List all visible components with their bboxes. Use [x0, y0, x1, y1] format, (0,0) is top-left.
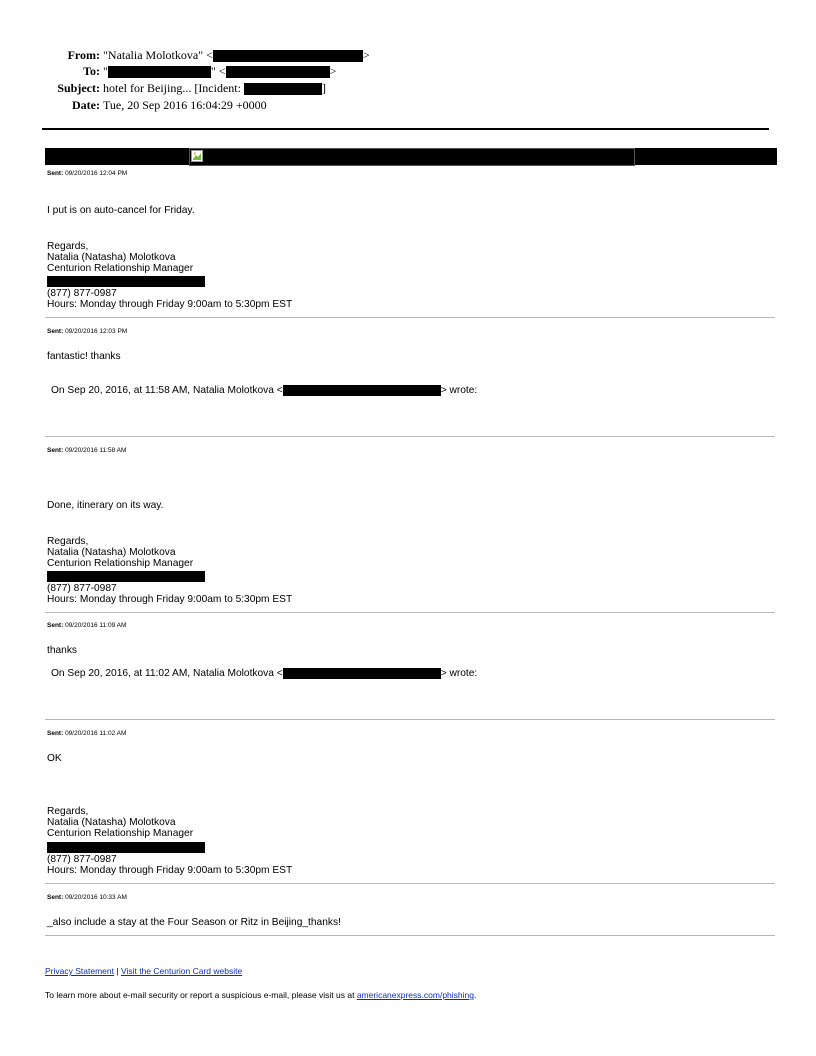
header-divider: [42, 128, 769, 130]
sent-time: 09/20/2016 12:03 PM: [65, 328, 128, 335]
footer-note: To learn more about e-mail security or report a suspicious e-mail, please visit us at americanexpress.com/phishing.: [45, 990, 477, 1000]
redaction-box: [47, 276, 205, 287]
broken-image: [189, 148, 635, 166]
sent-time: 09/20/2016 12:04 PM: [65, 170, 128, 177]
message-separator: [45, 612, 775, 613]
signature-title: Centurion Relationship Manager: [47, 828, 194, 839]
quote-line: On Sep 20, 2016, at 11:58 AM, Natalia Molotkova < > wrote:: [51, 385, 478, 397]
message-separator: [45, 317, 775, 318]
from-row: [0, 48, 816, 62]
sent-time: 09/20/2016 11:02 AM: [65, 730, 127, 737]
to-row: [0, 64, 816, 78]
date-label: Date:: [72, 98, 100, 112]
signature-phone: (877) 877-0987: [47, 583, 117, 594]
regards-text: Regards,: [47, 536, 89, 547]
signature-title: Centurion Relationship Manager: [47, 558, 194, 569]
message-body: I put is on auto-cancel for Friday.: [47, 205, 195, 216]
redaction-box: [283, 385, 441, 396]
sent-line: Sent: 09/20/2016 10:33 AM: [47, 894, 127, 901]
to-mid: " <: [210, 64, 226, 78]
centurion-website-link[interactable]: Visit the Centurion Card website: [120, 966, 243, 976]
sent-line: Sent: 09/20/2016 11:02 AM: [47, 730, 127, 737]
email-header: [0, 48, 816, 118]
to-open-quote: ": [103, 64, 108, 78]
message-separator: [45, 719, 775, 720]
redaction-box: [226, 66, 330, 78]
signature-phone: (877) 877-0987: [47, 854, 117, 865]
broken-image-icon: [191, 150, 203, 162]
signature-phone: (877) 877-0987: [47, 288, 117, 299]
from-label: From:: [67, 48, 100, 62]
message-body: fantastic! thanks: [47, 351, 121, 362]
from-value: "Natalia Molotkova" <: [103, 48, 213, 62]
subject-label: Subject:: [57, 81, 100, 95]
to-close: >: [329, 64, 337, 78]
signature-title: Centurion Relationship Manager: [47, 263, 194, 274]
signature-name: Natalia (Natasha) Molotkova: [47, 817, 176, 828]
date-row: [0, 98, 816, 112]
to-label: To:: [83, 64, 100, 78]
phishing-link[interactable]: americanexpress.com/phishing: [356, 990, 474, 1000]
redaction-box: [213, 50, 363, 62]
redaction-box: [108, 66, 211, 78]
signature-hours: Hours: Monday through Friday 9:00am to 5:30pm EST: [47, 299, 293, 310]
sent-time: 09/20/2016 11:09 AM: [65, 622, 127, 629]
subject-close: ]: [321, 81, 326, 95]
sent-line: Sent: 09/20/2016 12:03 PM: [47, 328, 128, 335]
regards-text: Regards,: [47, 241, 89, 252]
signature-hours: Hours: Monday through Friday 9:00am to 5:30pm EST: [47, 865, 293, 876]
message-body: _also include a stay at the Four Season or Ritz in Beijing_thanks!: [47, 917, 341, 928]
sent-line: Sent: 09/20/2016 12:04 PM: [47, 170, 128, 177]
date-value: Tue, 20 Sep 2016 16:04:29 +0000: [103, 98, 267, 112]
redaction-box: [47, 842, 205, 853]
regards-text: Regards,: [47, 806, 89, 817]
message-separator: [45, 436, 775, 437]
privacy-statement-link[interactable]: Privacy Statement: [45, 966, 114, 976]
signature-name: Natalia (Natasha) Molotkova: [47, 547, 176, 558]
redaction-box: [244, 83, 322, 95]
banner-bar: [45, 148, 777, 165]
signature-hours: Hours: Monday through Friday 9:00am to 5:30pm EST: [47, 594, 293, 605]
sent-time: 09/20/2016 10:33 AM: [65, 894, 127, 901]
message-separator: [45, 935, 775, 936]
sent-time: 09/20/2016 11:58 AM: [65, 447, 127, 454]
message-body: OK: [47, 753, 62, 764]
message-separator: [45, 883, 775, 884]
from-close: >: [362, 48, 370, 62]
subject-value: hotel for Beijing... [Incident:: [103, 81, 241, 95]
message-body: thanks: [47, 645, 78, 656]
sent-line: Sent: 09/20/2016 11:09 AM: [47, 622, 127, 629]
subject-row: [0, 81, 816, 95]
redaction-box: [47, 571, 205, 582]
footer-divider: |: [116, 966, 119, 976]
sent-line: Sent: 09/20/2016 11:58 AM: [47, 447, 127, 454]
message-body: Done, itinerary on its way.: [47, 500, 164, 511]
footer-links: [45, 966, 242, 976]
quote-line: On Sep 20, 2016, at 11:02 AM, Natalia Molotkova < > wrote:: [51, 668, 478, 680]
signature-name: Natalia (Natasha) Molotkova: [47, 252, 176, 263]
redaction-box: [283, 668, 441, 679]
